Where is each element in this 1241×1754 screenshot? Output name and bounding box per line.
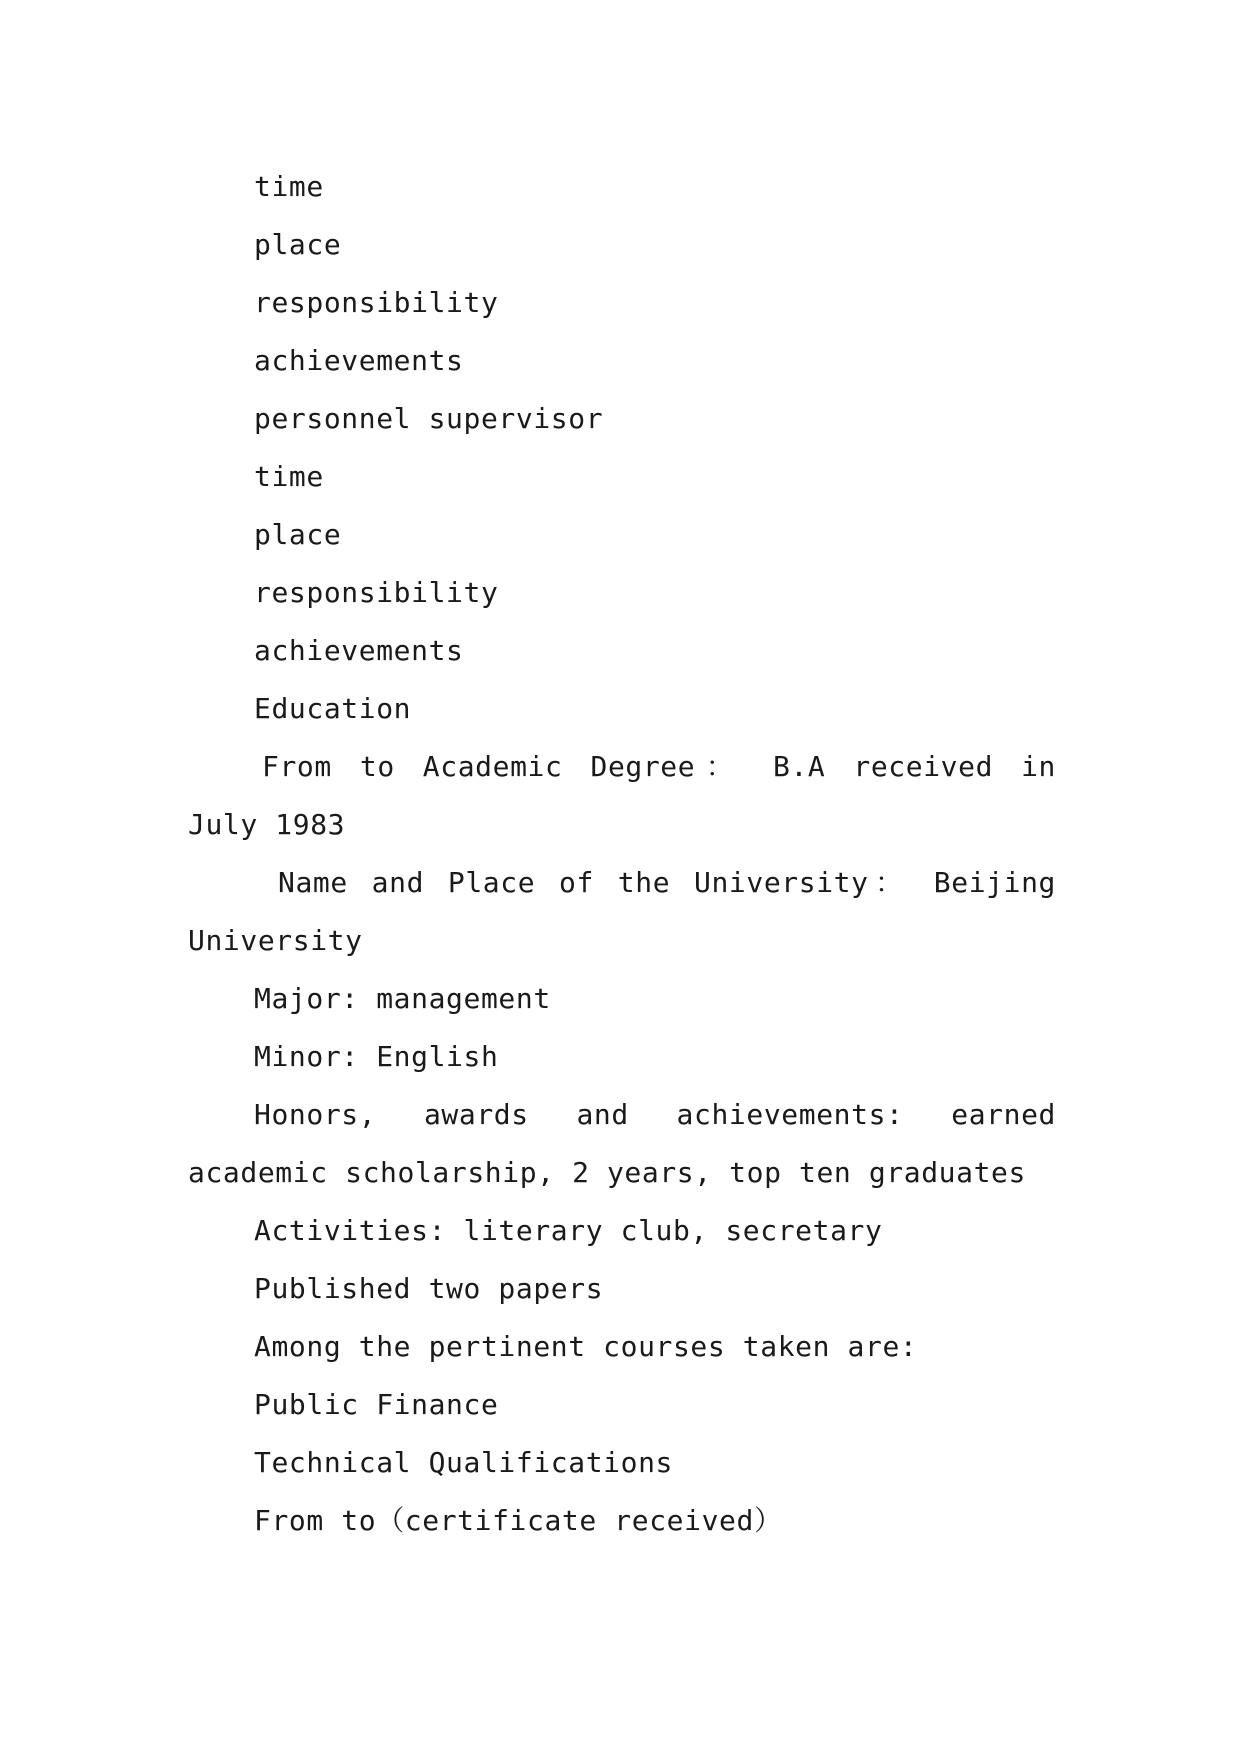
- text-line-university: Name and Place of the University： Beijing University: [188, 866, 1074, 957]
- text-line-courses-intro: Among the pertinent courses taken are:: [254, 1330, 918, 1363]
- text-line-time: time: [254, 170, 324, 203]
- text-line-academic-degree: From to Academic Degree： B.A received in July 1983: [188, 750, 1074, 841]
- text-line-place: place: [254, 228, 342, 261]
- text-line-achievements: achievements: [254, 634, 464, 667]
- text-line-responsibility: responsibility: [254, 576, 499, 609]
- text-line-achievements: achievements: [254, 344, 464, 377]
- text-line-minor: Minor: English: [254, 1040, 499, 1073]
- text-line-major: Major: management: [254, 982, 551, 1015]
- section-heading-education: Education: [254, 692, 412, 725]
- text-line-place: place: [254, 518, 342, 551]
- text-line-publications: Published two papers: [254, 1272, 604, 1305]
- text-line-honors: Honors, awards and achievements: earned academic scholarship, 2 years, top ten graduates: [188, 1098, 1074, 1189]
- text-line-responsibility: responsibility: [254, 286, 499, 319]
- text-line-certificate: From to（certificate received）: [254, 1504, 783, 1537]
- text-line-personnel-supervisor: personnel supervisor: [254, 402, 604, 435]
- document-body: [188, 158, 1074, 1550]
- text-line-time: time: [254, 460, 324, 493]
- section-heading-technical-qualifications: Technical Qualifications: [254, 1446, 673, 1479]
- text-line-activities: Activities: literary club, secretary: [254, 1214, 883, 1247]
- text-line-course-public-finance: Public Finance: [254, 1388, 499, 1421]
